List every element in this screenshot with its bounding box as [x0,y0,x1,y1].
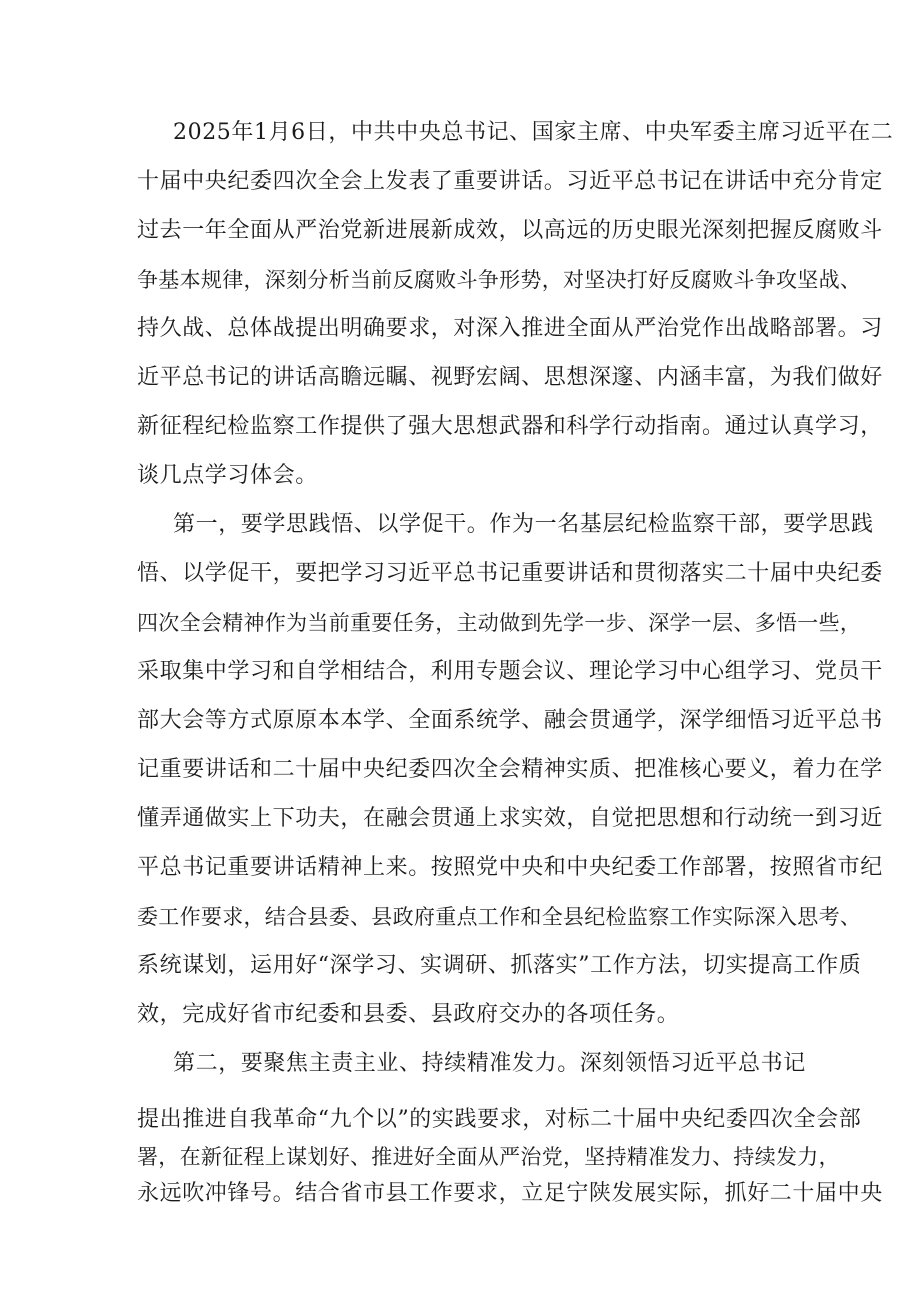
paragraph-line: 争基本规律，深刻分析当前反腐败斗争形势，对坚决打好反腐败斗争攻坚战、 [137,268,862,292]
paragraph-line: 署，在新征程上谋划好、推进好全面从严治党，坚持精准发力、持续发力， [137,1145,840,1169]
paragraph-line: 采取集中学习和自学相结合，利用专题会议、理论学习中心组学习、党员干 [137,659,883,684]
paragraph-line: 过去一年全面从严治党新进展新成效，以高远的历史眼光深刻把握反腐败斗 [137,218,883,243]
paragraph-line: 记重要讲话和二十届中央纪委四次全会精神实质、把准核心要义，着力在学 [137,757,883,782]
paragraph-line: 第一，要学思践悟、以学促干。作为一名基层纪检监察干部，要学思践 [173,512,874,537]
paragraph-line: 第二，要聚焦主责主业、持续精准发力。深刻领悟习近平总书记 [173,1051,806,1076]
paragraph-line: 懂弄通做实上下功夫，在融会贯通上求实效，自觉把思想和行动统一到习近 [137,806,883,831]
paragraph-line: 新征程纪检监察工作提供了强大思想武器和科学行动指南。通过认真学习， [137,414,883,439]
paragraph-line: 永远吹冲锋号。结合省市县工作要求，立足宁陕发展实际，抓好二十届中央 [137,1181,883,1206]
paragraph-line: 持久战、总体战提出明确要求，对深入推进全面从严治党作出战略部署。习 [137,316,883,341]
paragraph-line: 提出推进自我革命“九个以”的实践要求，对标二十届中央纪委四次全会部 [137,1107,862,1132]
paragraph-line: 近平总书记的讲话高瞻远瞩、视野宏阔、思想深邃、内涵丰富，为我们做好 [137,365,883,390]
paragraph-line: 效，完成好省市纪委和县委、县政府交办的各项任务。 [137,1002,680,1027]
paragraph-line: 谈几点学习体会。 [137,463,318,488]
paragraph-line: 四次全会精神作为当前重要任务，主动做到先学一步、深学一层、多悟一些， [137,611,862,635]
paragraph-line: 系统谋划，运用好“深学习、实调研、抓落实”工作方法，切实提高工作质 [137,953,862,978]
paragraph-line: 十届中央纪委四次全会上发表了重要讲话。习近平总书记在讲话中充分肯定 [137,169,883,194]
paragraph-line: 平总书记重要讲话精神上来。按照党中央和中央纪委工作部署，按照省市纪 [137,855,883,880]
paragraph-line: 2025年1月6日，中共中央总书记、国家主席、中央军委主席习近平在二 [173,120,894,145]
paragraph-line: 悟、以学促干，要把学习习近平总书记重要讲话和贯彻落实二十届中央纪委 [137,561,883,586]
paragraph-line: 部大会等方式原原本本学、全面系统学、融会贯通学，深学细悟习近平总书 [137,708,883,733]
paragraph-line: 委工作要求，结合县委、县政府重点工作和全县纪检监察工作实际深入思考、 [137,905,862,929]
